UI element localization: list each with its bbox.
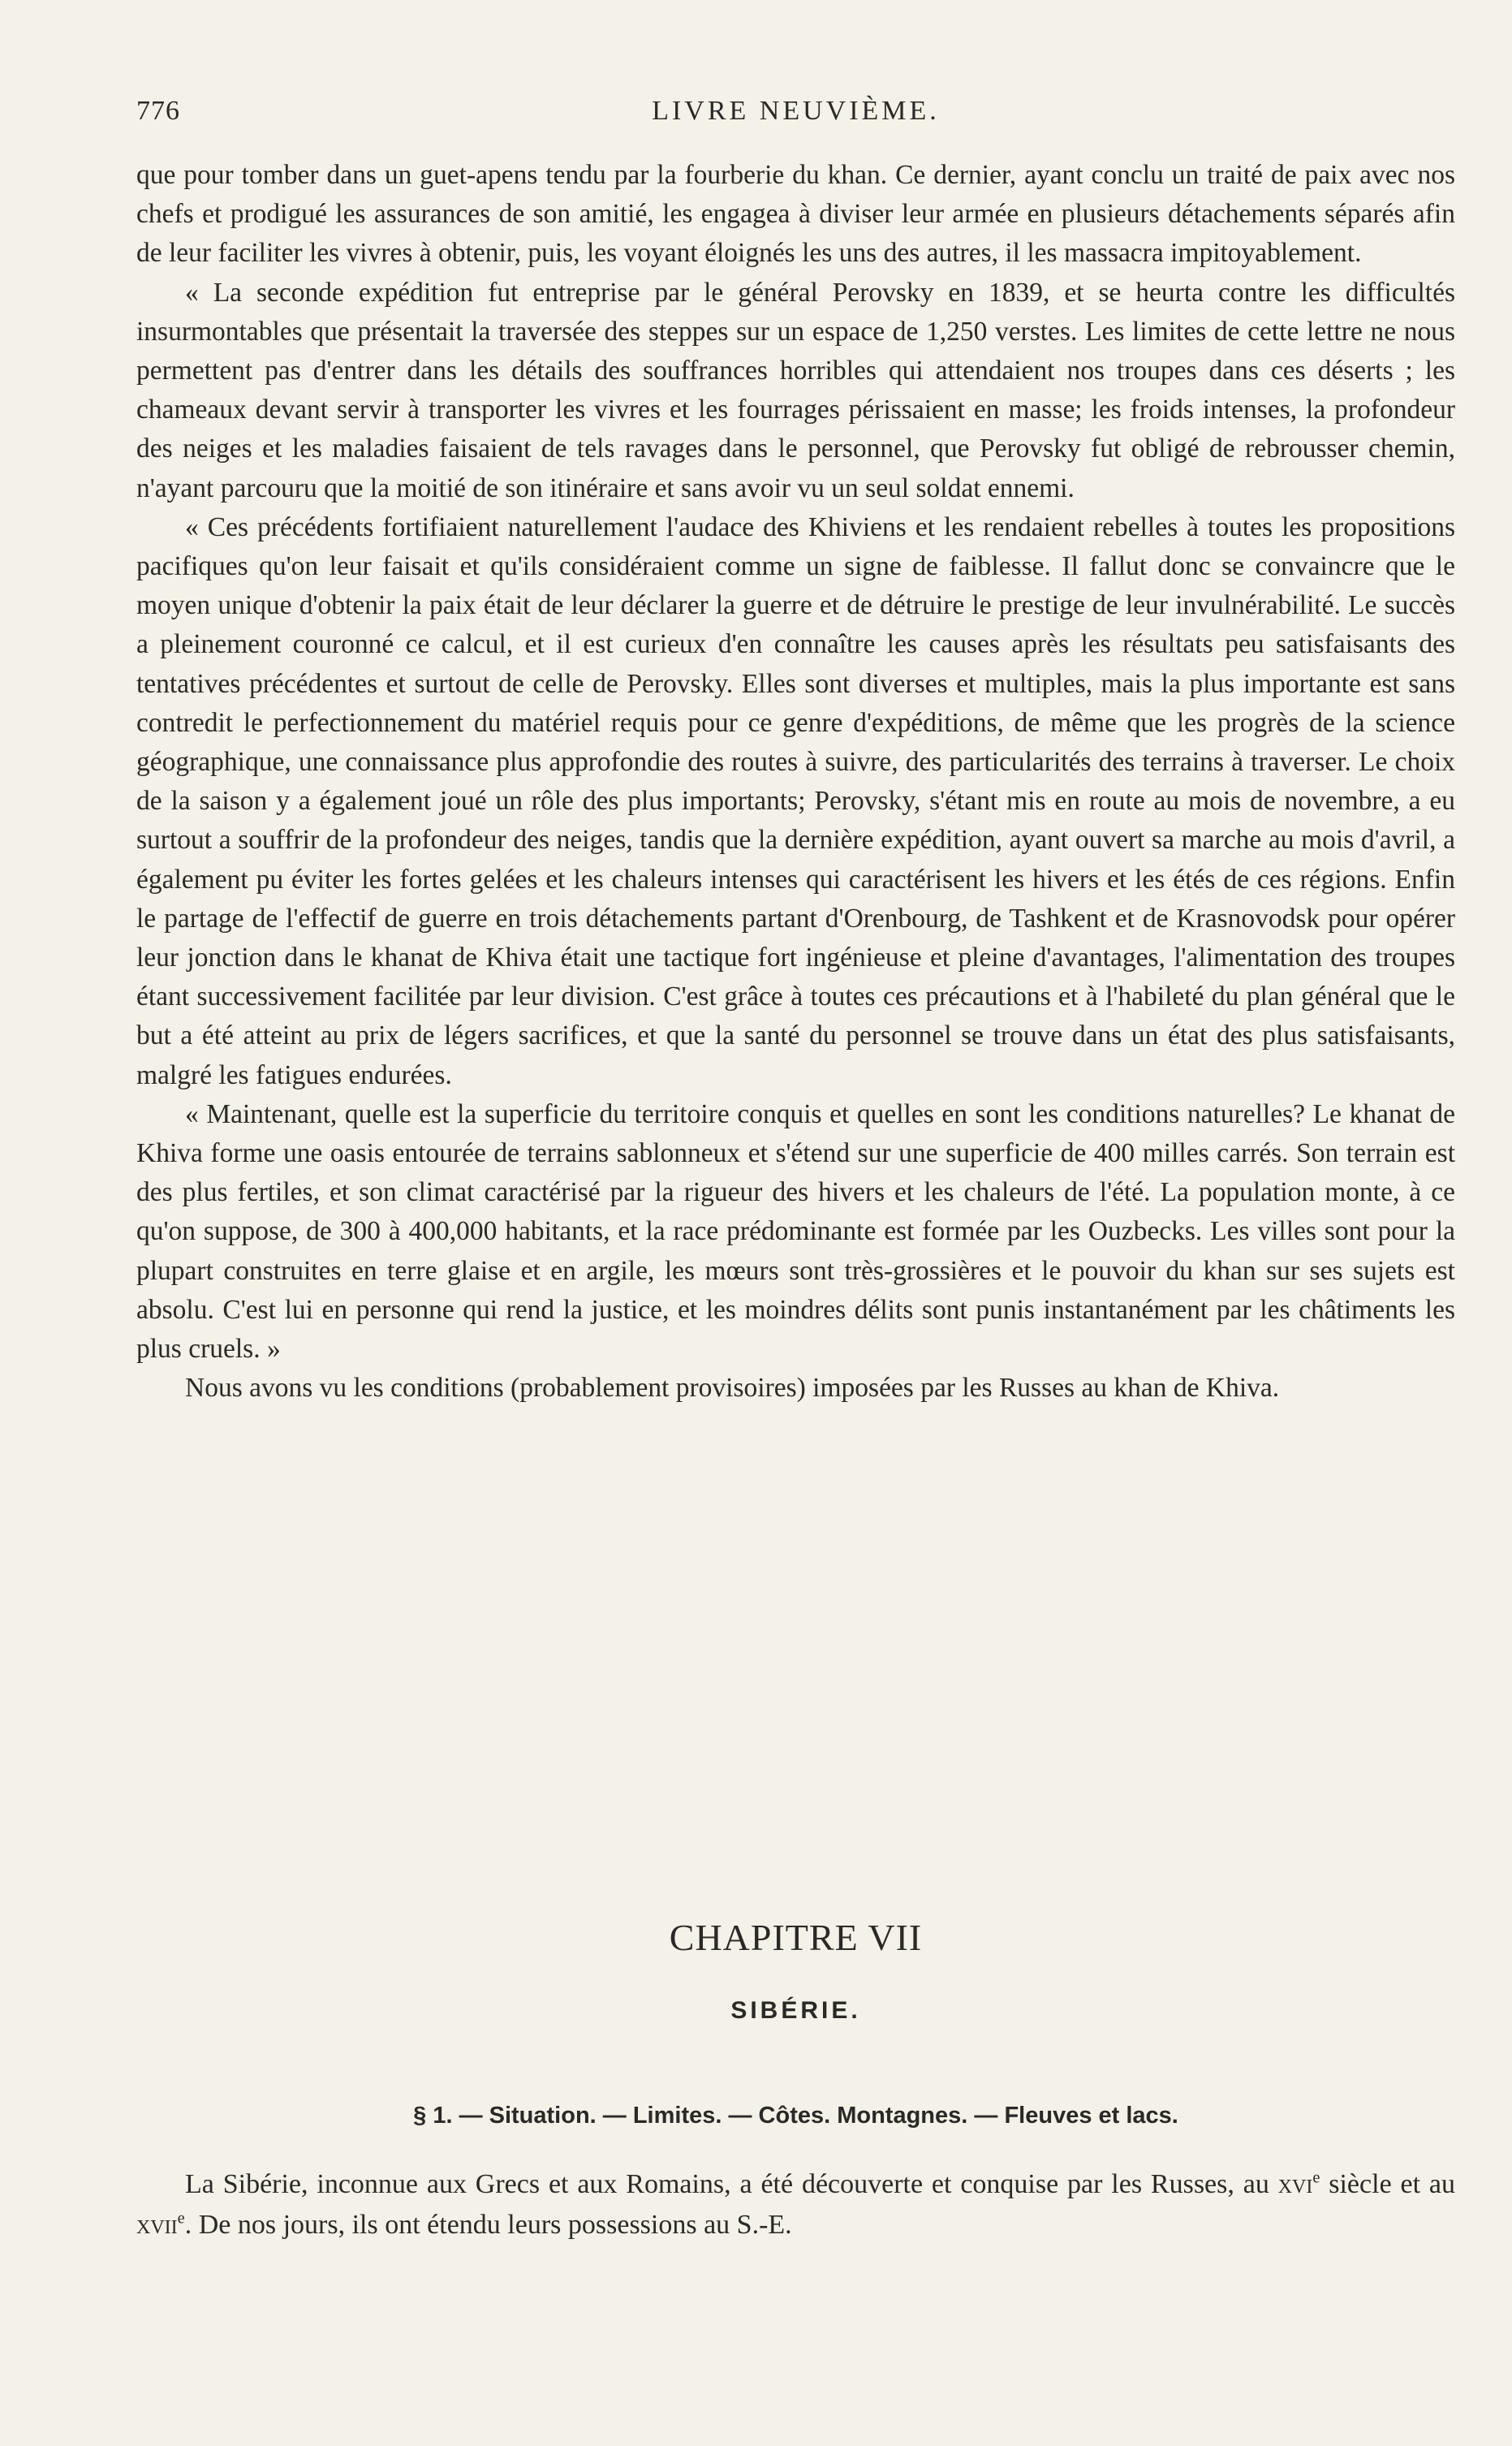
paragraph-4: « Maintenant, quelle est la superficie du territoire conquis et quelles en sont les conditions naturelles? Le khanat de Khiva forme une oasis entourée de terrains sablonneux et s'étend sur une superficie de 400 milles carrés. Son terrain est des plus fertiles, et son climat caractérisé par la rigueur des hivers et les chaleurs de l'été. La population monte, à ce qu'on suppose, de 300 à 400,000 habitants, et la race prédominante est formée par les Ouzbecks. Les villes sont pour la plupart construites en terre glaise et en argile, les mœurs sont très-grossières et le pouvoir du khan sur ses sujets est absolu. C'est lui en personne qui rend la justice, et les moindres délits sont punis instantanément par les châtiments les plus cruels. » [136, 1098, 1455, 1365]
paragraph-5: Nous avons vu les conditions (probablement provisoires) imposées par les Russes au khan de Khiva. [185, 1373, 1280, 1404]
running-head: LIVRE NEUVIÈME. [652, 96, 940, 126]
paragraph-1: que pour tomber dans un guet-apens tendu par la fourberie du khan. Ce dernier, ayant conclu un traité de paix avec nos chefs et prodigué les assurances de son amitié, les engagea à diviser leur armée en plusieurs détachements séparés afin de leur faciliter les vivres à obtenir, puis, les voyant éloignés les uns des autres, il les massacra impitoyablement. [136, 160, 1455, 269]
chapter-title: CHAPITRE VII [669, 1917, 923, 1958]
paragraph-6-part-3: . De nos jours, ils ont étendu leurs possessions au S.-E. [184, 2210, 792, 2240]
chapter-opening-text [136, 2164, 1455, 2245]
section-heading: § 1. — Situation. — Limites. — Côtes. Montagnes. — Fleuves et lacs. [413, 2103, 1178, 2129]
century-xvi-sup: e [1312, 2168, 1320, 2187]
century-xvi: xvi [1277, 2169, 1313, 2199]
paragraph-6 [136, 2164, 1455, 2245]
paragraph-2: « La seconde expédition fut entreprise par le général Perovsky en 1839, et se heurta contre les difficultés insurmontables que présentait la traversée des steppes sur un espace de 1,250 verstes. Les limites de cette lettre ne nous permettent pas d'entrer dans les détails des souffrances horribles qui attendaient nos troupes dans ces déserts ; les chameaux devant servir à transporter les vivres et les fourrages périssaient en masse; les froids intenses, la profondeur des neiges et les maladies faisaient de tels ravages dans le personnel, que Perovsky fut obligé de rebrousser chemin, n'ayant parcouru que la moitié de son itinéraire et sans avoir vu un seul soldat ennemi. [136, 277, 1455, 503]
century-xvii-sup: e [177, 2209, 185, 2228]
page-number: 776 [136, 96, 180, 126]
paragraph-6-part-2: siècle et au [1320, 2169, 1455, 2199]
century-xvii: xvii [136, 2210, 178, 2240]
paragraph-6-part-1: La Sibérie, inconnue aux Grecs et aux Romains, a été découverte et conquise par les Russes, au [185, 2169, 1278, 2199]
chapter-subtitle: SIBÉRIE. [730, 1997, 861, 2024]
body-text [136, 156, 1455, 1408]
page-header [136, 91, 1455, 132]
paragraph-3: « Ces précédents fortifiaient naturellement l'audace des Khiviens et les rendaient rebelles à toutes les propositions pacifiques qu'on leur faisait et qu'ils considéraient comme un signe de faiblesse. Il fallut donc se convaincre que le moyen unique d'obtenir la paix était de leur déclarer la guerre et de détruire le prestige de leur invulnérabilité. Le succès a pleinement couronné ce calcul, et il est curieux d'en connaître les causes après les résultats peu satisfaisants des tentatives précédentes et surtout de celle de Perovsky. Elles sont diverses et multiples, mais la plus importante est sans contredit le perfectionnement du matériel requis pour ce genre d'expéditions, de même que les progrès de la science géographique, une connaissance plus approfondie des routes à suivre, des particularités des terrains à traverser. Le choix de la saison y a également joué un rôle des plus importants; Perovsky, s'étant mis en route au mois de novembre, a eu surtout a souffrir de la profondeur des neiges, tandis que la dernière expédition, ayant ouvert sa marche au mois d'avril, a également pu éviter les fortes gelées et les chaleurs intenses qui caractérisent les hivers et les étés de ces régions. Enfin le partage de l'effectif de guerre en trois détachements partant d'Orenbourg, de Tashkent et de Krasnovodsk pour opérer leur jonction dans le khanat de Khiva était une tactique fort ingénieuse et pleine d'avantages, l'alimentation des troupes étant successivement facilitée par leur division. C'est grâce à toutes ces précautions et à l'habileté du plan général que le but a été atteint au prix de légers sacrifices, et que la santé du personnel se trouve dans un état des plus satisfaisants, malgré les fatigues endurées. [136, 511, 1455, 1090]
